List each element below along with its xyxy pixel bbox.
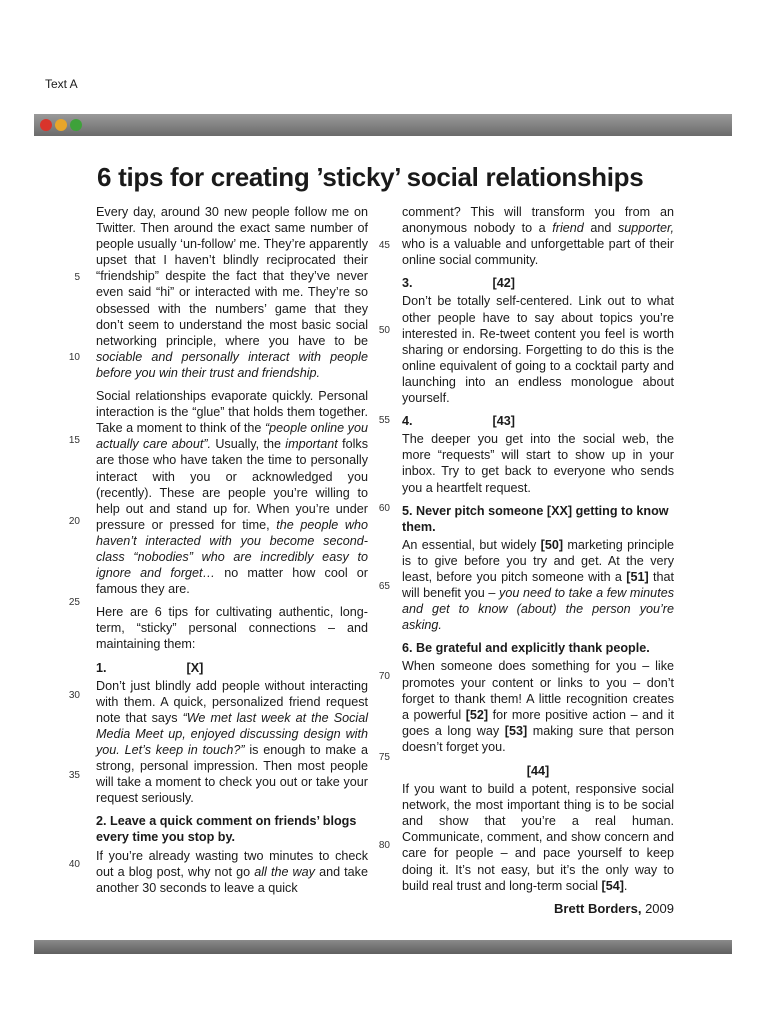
line-number: 55 [378,415,390,426]
line-number: 5 [74,272,80,283]
line-number: 15 [68,435,80,446]
author-signature [402,901,674,917]
window-titlebar [34,114,732,136]
tip-5-text: An essential, but widely [50] marketing principle is to give before you try and get. At the very least, before you pitch someone with a [51] that will benefit you – you need to take a few minutes and get to know (about) the person you’re asking. [402,537,675,633]
second-paragraph: Social relationships evaporate quickly. Personal interaction is the “glue” that holds them together. Take a moment to think of the “people online you actually care about”. Usually, the important folks are those who have taken the time to personally interact with you or acknowledged you (recently). These are people you’re willing to help out and stand up for. When you’re under pressure or pressed for time, the people who haven’t interacted with you become second-class “nobodies” who are incredibly easy to ignore and forget… no matter how cool or famous they are. [96,389,368,597]
line-number: 75 [378,752,390,763]
line-number: 30 [68,690,80,701]
line-number: 80 [378,840,390,851]
line-number: 65 [378,581,390,592]
tip-3-text: Don’t be totally self-centered. Link out to what other people have to say about topics you’re interested in. Re-tweet content you feel is worth sharing or endorsing. Forgetting to do this is the online equivalent of going to a cocktail party and launching into an endless monologue about yourself. [402,294,674,406]
page-label: Text A [45,77,78,91]
gap-44-heading: [44] [526,764,550,778]
close-dot-icon [40,119,52,131]
line-number: 45 [378,240,390,251]
right-column [402,204,674,917]
window-bottom-bar [34,940,732,954]
author-name: Brett Borders, [554,900,642,916]
left-column [96,204,368,903]
intro-paragraph: Every day, around 30 new people follow me on Twitter. Then around the exact same number of people usually ‘un-follow’ me. They’re apparently upset that I haven’t blindly reciprocated their “friendship” despite the fact that they’ve never even said “hi” or interacted with me. They’re so obsessed with the numbers’ game that they don’t seem to understand the most basic social networking principle, where you have to be sociable and personally interact with people before you win their trust and friendship. [96,205,368,380]
line-number: 35 [68,770,80,781]
tip-1-heading: 1. [X] [96,660,204,675]
tip-6-text: When someone does something for you – like promotes your content or links to you – don’t forget to thank them! A little recognition creates a powerful [52] for more positive action – and it goes a long way [53] making sure that person doesn’t forget you. [402,659,674,754]
line-number: 25 [68,597,80,608]
conclusion-text: If you want to build a potent, responsive social network, the most important thing is to be social and show that you’re a real human. Communicate, comment, and show concern and care for people – and pace yourself to keep doing it. It’s not easy, but it’s the only way to build real trust and long-term social [54]. [402,782,674,893]
article-title: 6 tips for creating ’sticky’ social relationships [97,162,644,192]
comment-continuation: comment? This will transform you from an anonymous nobody to a friend and supporter, who is a valuable and unforgettable part of their online social community. [402,205,674,268]
tip-4-heading: 4. [43] [402,414,515,429]
tip-2-heading: 2. Leave a quick comment on friends’ blogs every time you stop by. [96,814,357,845]
line-number: 40 [68,859,80,870]
tip-6-heading: 6. Be grateful and explicitly thank people. [402,641,650,656]
tip-1-text: Don’t just blindly add people without interacting with them. A quick, personalized friend request note that says “We met last week at the Social Media Meet up, enjoyed discussing design with you. Let’s keep in touch?” is enough to make a strong, personal impression. Then most people will take a moment to check you out or take your request seriously. [96,678,368,806]
tip-4-text: The deeper you get into the social web, the more “requests” will start to show up in your inbox. Try to get back to everyone who sends you a heartfelt request. [402,432,674,495]
tip-5-heading: 5. Never pitch someone [XX] getting to know them. [402,503,669,534]
maximize-dot-icon [70,119,82,131]
line-number: 50 [378,325,390,336]
publication-year: 2009 [645,900,674,916]
tip-3-heading: 3. [42] [402,276,515,291]
line-number: 70 [378,671,390,682]
tip-2-text: If you’re already wasting two minutes to check out a blog post, why not go all the way and take another 30 seconds to leave a quick [96,848,368,895]
line-number: 60 [378,503,390,514]
minimize-dot-icon [55,119,67,131]
article-window [34,114,732,954]
third-paragraph: Here are 6 tips for cultivating authentic, long-term, “sticky” personal connections – and maintaining them: [96,605,368,652]
line-number: 10 [68,352,80,363]
line-number: 20 [68,516,80,527]
